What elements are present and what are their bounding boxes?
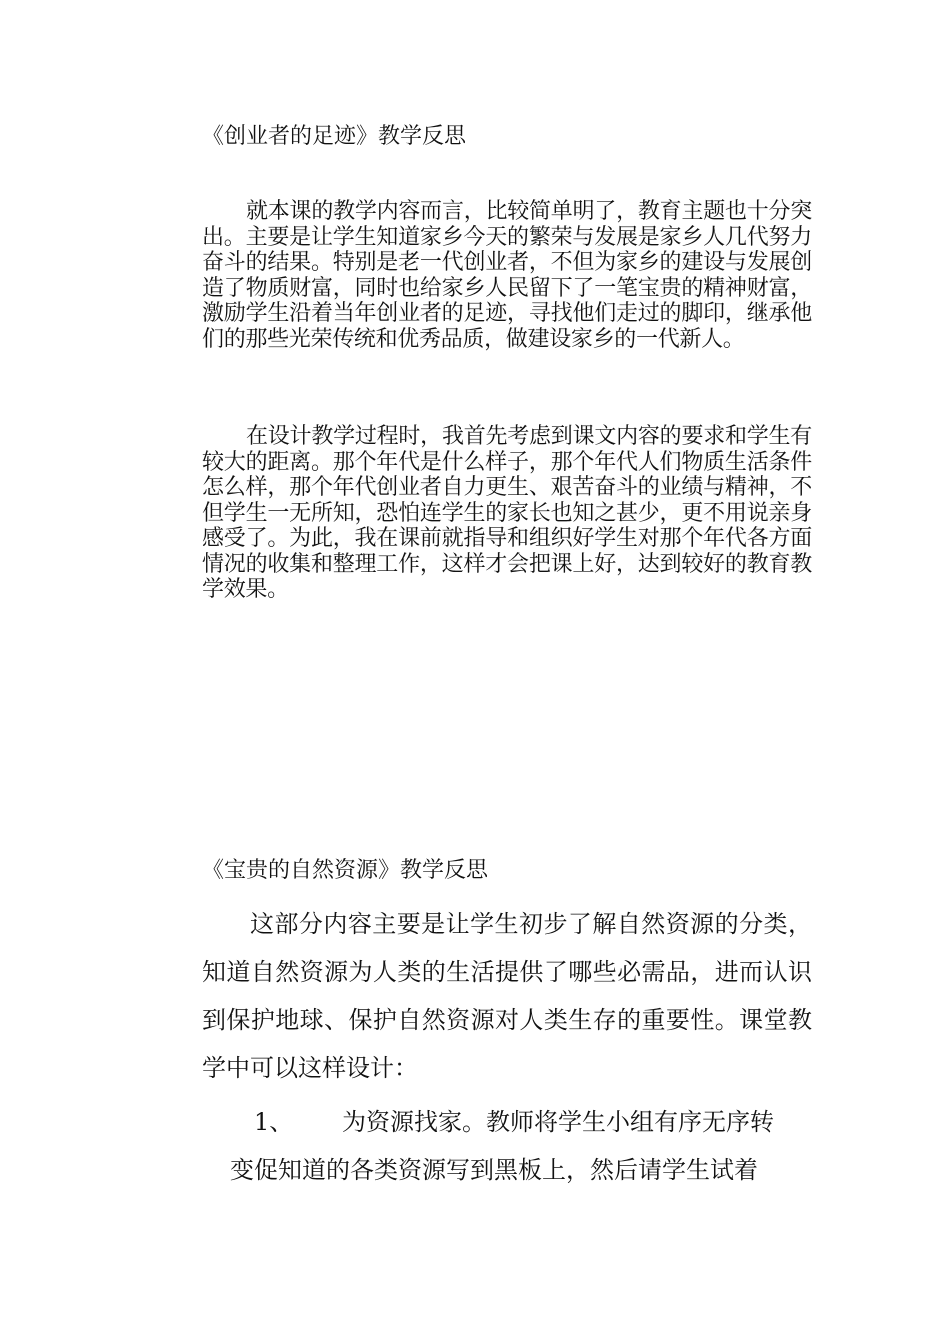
- list-item-number: 1、: [254, 1108, 294, 1136]
- paragraph-1: 就本课的教学内容而言，比较简单明了，教育主题也十分突出。主要是让学生知道家乡今天的繁荣与发展是家乡人几代努力奋斗的结果。特别是老一代创业者，不但为家乡的建设与发展创造了物质财富，同时也给家乡人民留下了一笔宝贵的精神财富，激励学生沿着当年创业者的足迹，寻找他们走过的脚印，继承他们的那些光荣传统和优秀品质，做建设家乡的一代新人。: [202, 199, 812, 352]
- list-item-text-line1: 为资源找家。教师将学生小组有序无序转: [342, 1108, 774, 1136]
- section-title-entrepreneurs: 《创业者的足迹》教学反思: [202, 124, 467, 149]
- list-item-text-line2: 变促知道的各类资源写到黑板上，然后请学生试着: [230, 1156, 758, 1184]
- list-item-1: [202, 1098, 812, 1146]
- paragraph-intro: 这部分内容主要是让学生初步了解自然资源的分类，知道自然资源为人类的生活提供了哪些必需品，进而认识到保护地球、保护自然资源对人类生存的重要性。课堂教学中可以这样设计：: [202, 910, 812, 1082]
- paragraph-2: 在设计教学过程时，我首先考虑到课文内容的要求和学生有较大的距离。那个年代是什么样子，那个年代人们物质生活条件怎么样，那个年代创业者自力更生、艰苦奋斗的业绩与精神，不但学生一无所知，恐怕连学生的家长也知之甚少，更不用说亲身感受了。为此，我在课前就指导和组织好学生对那个年代各方面情况的收集和整理工作，这样才会把课上好，达到较好的教育教学效果。: [202, 424, 812, 602]
- section-title-natural-resources: 《宝贵的自然资源》教学反思: [202, 858, 489, 883]
